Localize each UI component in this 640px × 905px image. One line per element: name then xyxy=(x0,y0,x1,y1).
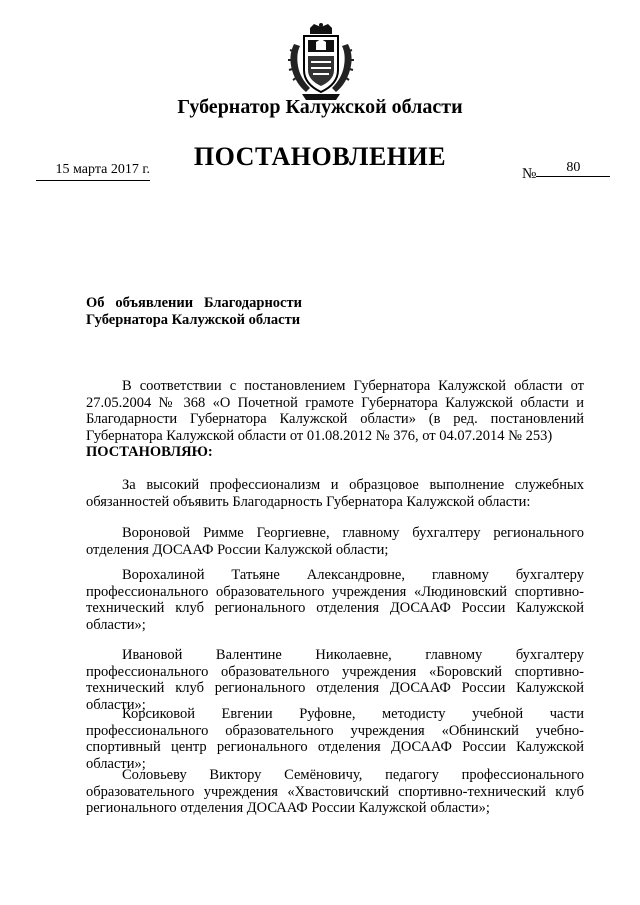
recipient-item: Ивановой Валентине Николаевне, главному бухгалтеру профессионального образовательного учреждения «Боровский спортивно-технический клуб регионального отделения ДОСААФ России Калужской области»; xyxy=(86,647,584,713)
coat-of-arms-emblem xyxy=(286,22,356,104)
document-type-title: ПОСТАНОВЛЕНИЕ xyxy=(193,142,447,171)
issuing-authority: Губернатор Калужской области xyxy=(177,96,463,118)
recipient-item: Ворохалиной Татьяне Александровне, главному бухгалтеру профессионального образовательного учреждения «Людиновский спортивно-технический клуб регионального отделения ДОСААФ России Калужской области»; xyxy=(86,567,584,633)
subject-line-2: Губернатора Калужской области xyxy=(86,312,301,328)
recipient-item: Соловьеву Виктору Семёновичу, педагогу профессионального образовательного учреждения «Хвастовичский спортивно-технический клуб регионального отделения ДОСААФ России Калужской области»; xyxy=(86,767,584,816)
document-date: 15 марта 2017 г. xyxy=(36,162,150,181)
recipient-item: Вороновой Римме Георгиевне, главному бухгалтеру регионального отделения ДОСААФ России Калужской области; xyxy=(86,525,584,558)
preamble-text: В соответствии с постановлением Губернатора Калужской области от 27.05.2004 № 368 «О Почетной грамоте Губернатора Калужской области и Благодарности Губернатора Калужской области» (в ред. постановлений Губернатора Калужской области от 01.08.2012 № 376, от 04.07.2014 № 253) xyxy=(86,378,584,444)
document-number-value: 80 xyxy=(536,160,610,177)
subject-word: Благодарности xyxy=(203,295,302,311)
preamble-paragraph xyxy=(86,378,584,461)
subject-word: объявлении xyxy=(115,295,194,311)
document-subject xyxy=(86,295,346,329)
resolve-keyword: ПОСТАНОВЛЯЮ: xyxy=(86,444,213,460)
intro-paragraph: За высокий профессионализм и образцовое выполнение служебных обязанностей объявить Благодарность Губернатора Калужской области: xyxy=(86,477,584,510)
subject-word: Об xyxy=(86,295,105,311)
recipient-item: Корсиковой Евгении Руфовне, методисту учебной части профессионального образовательного учреждения «Обнинский учебно-спортивный центр регионального отделения ДОСААФ России Калужской области»; xyxy=(86,706,584,772)
number-sign: № xyxy=(522,166,537,182)
document-number xyxy=(522,160,610,183)
subject-line-1 xyxy=(86,295,302,312)
